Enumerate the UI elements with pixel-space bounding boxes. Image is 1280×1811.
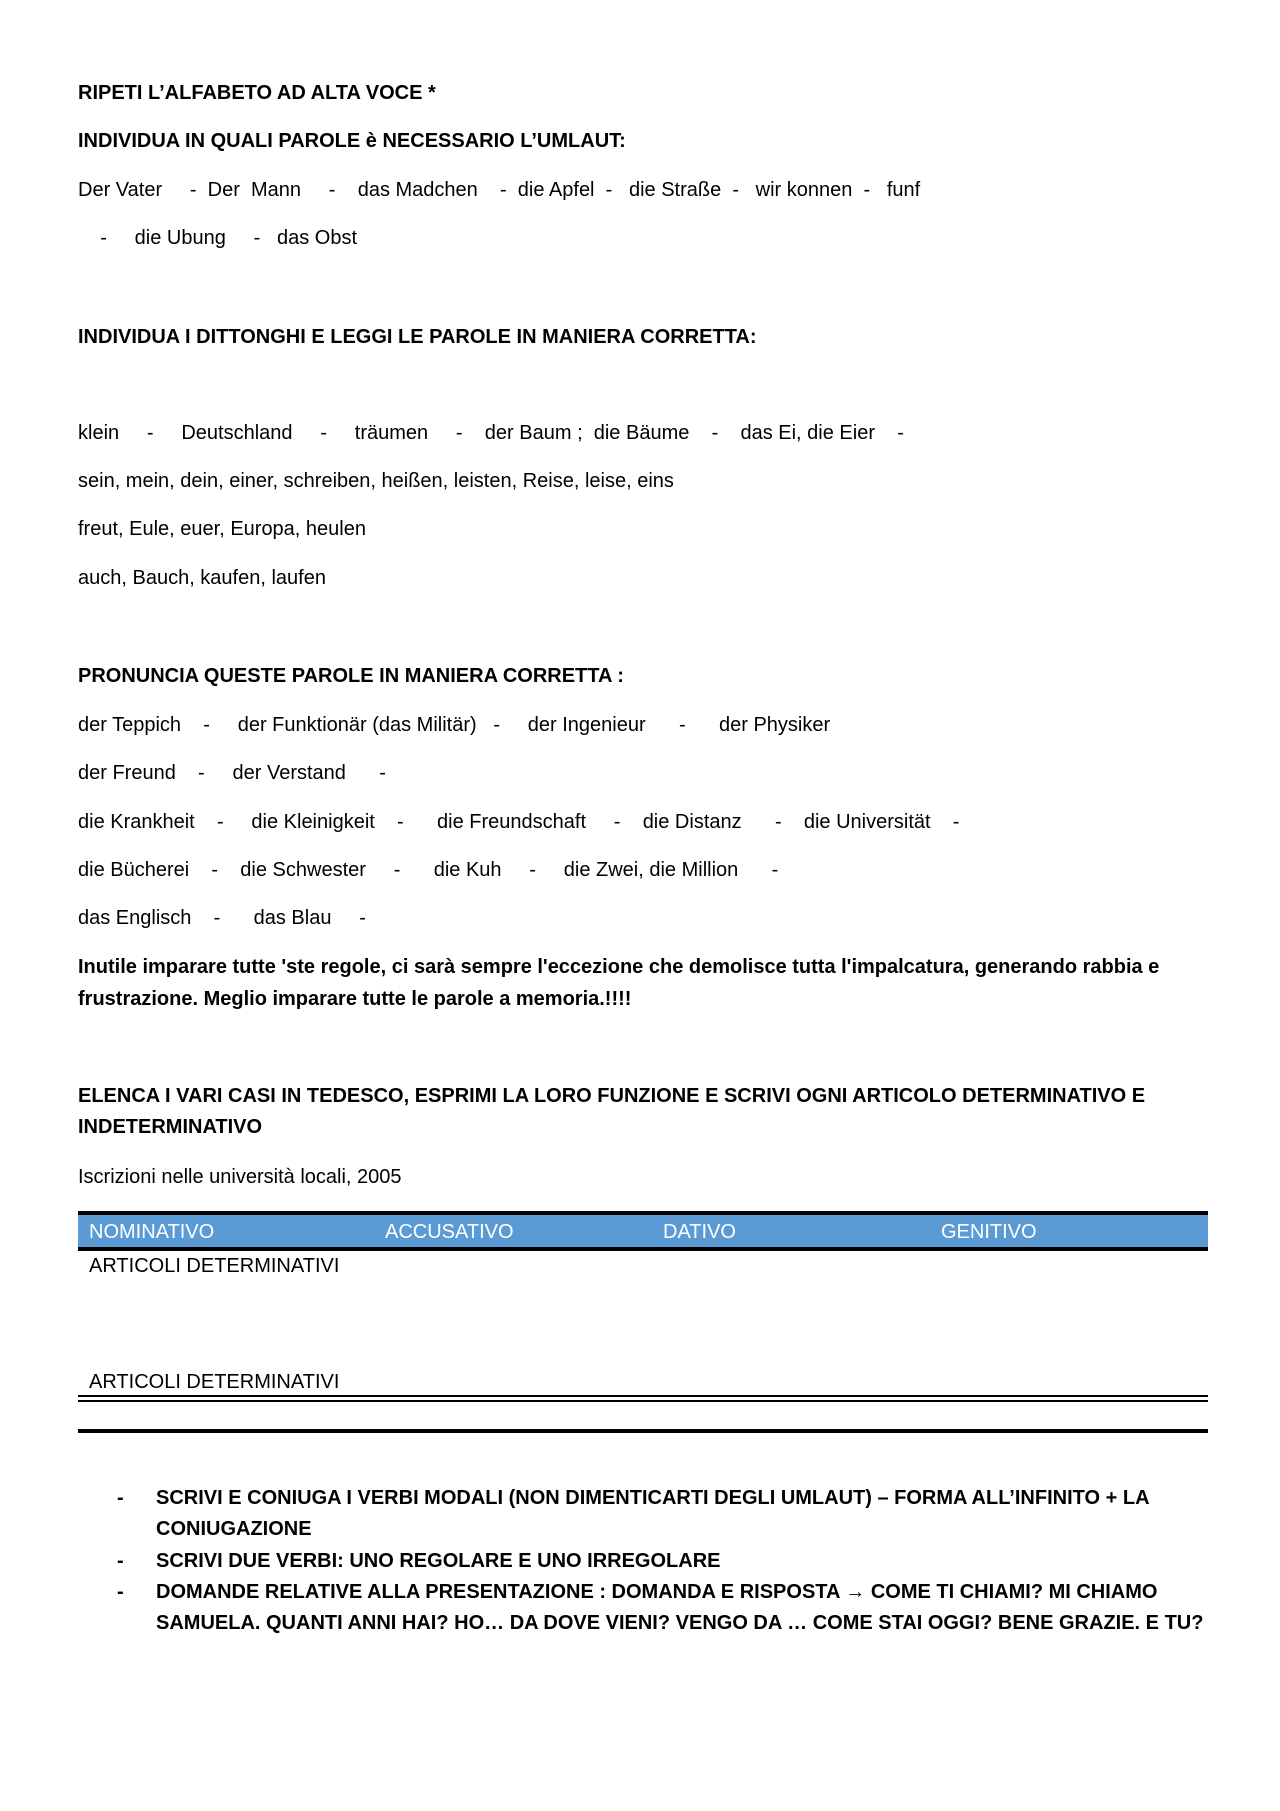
diphthong-line-2: sein, mein, dein, einer, schreiben, heißen, leisten, Reise, leise, eins <box>78 470 674 492</box>
diphthong-line-1: klein - Deutschland - träumen - der Baum ; die Bäume - das Ei, die Eier - <box>78 422 904 444</box>
cases-table-header <box>78 1211 1208 1251</box>
header-accusativo: ACCUSATIVO <box>385 1221 514 1243</box>
umlaut-words-line-1: Der Vater - Der Mann - das Madchen - die Apfel - die Straße - wir konnen - funf <box>78 179 921 201</box>
bullet-item: DOMANDE RELATIVE ALLA PRESENTAZIONE : DOMANDA E RISPOSTA → COME TI CHIAMI? MI CHIAMO SAMUELA. QUANTI ANNI HAI? HO… DA DOVE VIENI? VENGO DA … COME STAI OGGI? BENE GRAZIE. E TU? <box>156 1581 1204 1634</box>
pronunciation-line-4: die Bücherei - die Schwester - die Kuh - die Zwei, die Million - <box>78 859 779 881</box>
table-divider <box>78 1400 1208 1402</box>
table-bottom-border <box>78 1429 1208 1433</box>
bullet-marker: - <box>117 1550 124 1572</box>
pronunciation-line-3: die Krankheit - die Kleinigkeit - die Freundschaft - die Distanz - die Universität - <box>78 811 960 833</box>
heading-pronunciation: PRONUNCIA QUESTE PAROLE IN MANIERA CORRETTA : <box>78 665 624 687</box>
header-genitivo: GENITIVO <box>941 1221 1037 1243</box>
heading-cases: ELENCA I VARI CASI IN TEDESCO, ESPRIMI LA LORO FUNZIONE E SCRIVI OGNI ARTICOLO DETERMINATIVO E INDETERMINATIVO <box>78 1085 1146 1138</box>
note-paragraph: Inutile imparare tutte 'ste regole, ci sarà sempre l'eccezione che demolisce tutta l'impalcatura, generando rabbia e frustrazione. Meglio imparare tutte le parole a memoria.!!!! <box>78 956 1160 1010</box>
table-caption: Iscrizioni nelle università locali, 2005 <box>78 1166 402 1188</box>
heading-umlaut: INDIVIDUA IN QUALI PAROLE è NECESSARIO L’UMLAUT: <box>78 130 626 152</box>
bullet-marker: - <box>117 1581 124 1603</box>
pronunciation-line-2: der Freund - der Verstand - <box>78 762 386 784</box>
umlaut-words-line-2: - die Ubung - das Obst <box>78 227 358 249</box>
bullet-item: SCRIVI E CONIUGA I VERBI MODALI (NON DIMENTICARTI DEGLI UMLAUT) – FORMA ALL’INFINITO + LA CONIUGAZIONE <box>156 1487 1149 1540</box>
pronunciation-line-1: der Teppich - der Funktionär (das Militär) - der Ingenieur - der Physiker <box>78 714 831 736</box>
diphthong-line-4: auch, Bauch, kaufen, laufen <box>78 567 326 589</box>
pronunciation-line-5: das Englisch - das Blau - <box>78 907 366 929</box>
header-dativo: DATIVO <box>663 1221 736 1243</box>
bullet-item: SCRIVI DUE VERBI: UNO REGOLARE E UNO IRREGOLARE <box>156 1550 721 1572</box>
diphthong-line-3: freut, Eule, euer, Europa, heulen <box>78 518 366 540</box>
heading-diphthongs: INDIVIDUA I DITTONGHI E LEGGI LE PAROLE IN MANIERA CORRETTA: <box>78 326 757 348</box>
bullet-marker: - <box>117 1487 124 1509</box>
header-nominativo: NOMINATIVO <box>89 1221 215 1243</box>
table-divider <box>78 1395 1208 1397</box>
table-row-label: ARTICOLI DETERMINATIVI <box>89 1371 340 1393</box>
table-row-label: ARTICOLI DETERMINATIVI <box>89 1255 340 1277</box>
heading-alphabet: RIPETI L’ALFABETO AD ALTA VOCE * <box>78 82 436 104</box>
